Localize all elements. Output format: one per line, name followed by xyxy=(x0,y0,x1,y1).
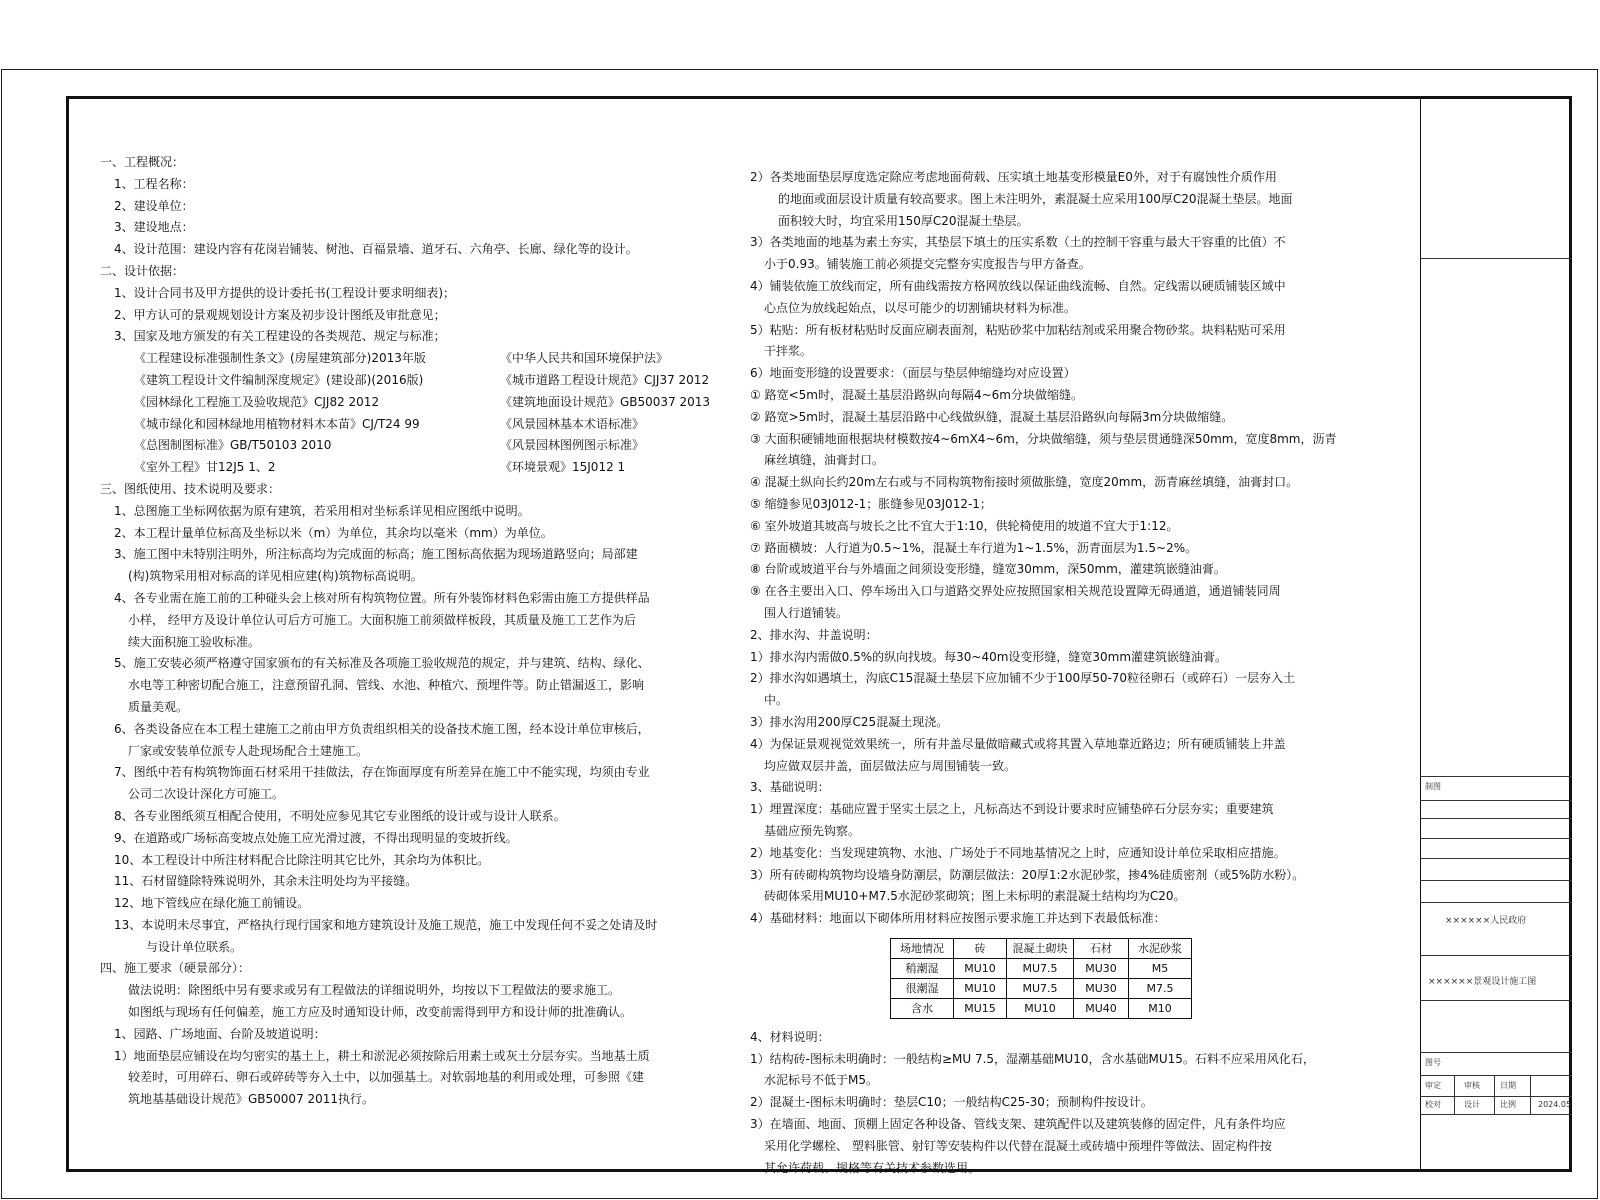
note-line: 4、材料说明： xyxy=(750,1029,830,1044)
notes-right-column xyxy=(750,167,1370,1179)
standard-item: 《建筑地面设计规范》GB50037 2013 xyxy=(500,394,711,409)
note-line: ⑥ 室外坡道其坡高与坡长之比不宜大于1:10，供轮椅使用的坡道不宜大于1:12。 xyxy=(750,518,1179,533)
note-line: 2、建设单位： xyxy=(114,198,194,213)
standard-item: 《风景园林图例图示标准》 xyxy=(500,438,645,453)
note-line: 公司二次设计深化方可施工。 xyxy=(128,787,285,802)
note-line: ⑨ 在各主要出入口、停车场出入口与道路交界处应按照国家相关规范设置障无碍通道，通道铺装同周 xyxy=(750,584,1281,599)
note-line: ① 路宽<5m时，混凝土基层沿路纵向每隔4~6m分块做缩缝。 xyxy=(750,387,1083,402)
note-line: 1）地面垫层应铺设在均匀密实的基土上，耕土和淤泥必须按除后用素土或灰土分层夯实。当地基土质 xyxy=(114,1048,650,1063)
note-line: 12、地下管线应在绿化施工前铺设。 xyxy=(114,896,310,911)
note-line: 的地面或面层设计质量有较高要求。图上未注明外，素混凝土应采用100厚C20混凝土垫层。地面 xyxy=(778,191,1293,206)
table-cell: M10 xyxy=(1129,998,1192,1018)
foundation-material-table xyxy=(890,938,1192,1019)
table-cell: MU10 xyxy=(954,978,1007,998)
title-block-divider xyxy=(1530,1075,1531,1114)
notes-left-column xyxy=(100,152,720,1111)
standard-row xyxy=(100,348,720,370)
title-block-field: 校对 xyxy=(1425,1100,1441,1109)
table-cell: 很潮湿 xyxy=(891,978,954,998)
note-line: 3）在墙面、地面、顶棚上固定各种设备、管线支架、建筑配件以及建筑装修的固定件，凡有条件均应 xyxy=(750,1117,1286,1132)
note-line: 3、基础说明： xyxy=(750,780,830,795)
title-block-project: ××××××景观设计施工图 xyxy=(1428,977,1537,987)
notes-left-section-a xyxy=(100,152,720,348)
table-cell: M5 xyxy=(1129,958,1192,978)
note-line: 2、本工程计量单位标高及坐标以米（m）为单位，其余均以毫米（mm）为单位。 xyxy=(114,525,553,540)
note-line: 中。 xyxy=(764,693,789,708)
note-line: ⑧ 台阶或坡道平台与外墙面之间须设变形缝，缝宽30mm，深50mm，灌建筑嵌缝油膏。 xyxy=(750,562,1226,577)
table-cell: MU10 xyxy=(954,958,1007,978)
note-line: 6）地面变形缝的设置要求：（面层与垫层伸缩缝均对应设置） xyxy=(750,366,1076,381)
note-line: 续大面积施工验收标准。 xyxy=(128,634,261,649)
note-line: 1、工程名称： xyxy=(114,176,194,191)
note-line: 3）所有砖砌构筑物均设墙身防潮层，防潮层做法：20厚1:2水泥砂浆，掺4%硅质密剂（或5%防水粉）。 xyxy=(750,867,1305,882)
standard-item: 《城市绿化和园林绿地用植物材料木本苗》CJ/T24 99 xyxy=(134,416,420,431)
table-header-cell: 水泥砂浆 xyxy=(1129,938,1192,958)
title-block-field: 日期 xyxy=(1500,1081,1516,1090)
title-block-field: 比例 xyxy=(1500,1100,1516,1109)
note-line: 3、施工图中未特别注明外，所注标高均为完成面的标高；施工图标高依据为现场道路竖向；局部建 xyxy=(114,547,638,562)
table-header-cell: 石材 xyxy=(1074,938,1129,958)
note-line: 4）铺装依施工放线而定，所有曲线需按方格网放线以保证曲线流畅、自然。定线需以硬质铺装区域中 xyxy=(750,278,1286,293)
note-line: 四、施工要求（硬景部分）： xyxy=(100,961,251,976)
title-block-client: ××××××人民政府 xyxy=(1445,916,1527,926)
note-line: 10、本工程设计中所注材料配合比除注明其它比外，其余均为体积比。 xyxy=(114,852,490,867)
title-block-divider xyxy=(1420,1000,1572,1001)
note-line: 均应做双层井盖，面层做法应与周围铺装一致。 xyxy=(764,758,1017,773)
table-cell: MU7.5 xyxy=(1007,958,1074,978)
note-line: 筑地基基础设计规范》GB50007 2011执行。 xyxy=(128,1092,375,1107)
note-line: 干拌浆。 xyxy=(764,344,813,359)
table-row xyxy=(891,978,1192,998)
table-cell: MU30 xyxy=(1074,978,1129,998)
title-block-field: 审定 xyxy=(1425,1081,1441,1090)
note-line: 1、设计合同书及甲方提供的设计委托书(工程设计要求明细表)； xyxy=(114,285,456,300)
standard-row xyxy=(100,392,720,414)
note-line: 基础应预先钩察。 xyxy=(764,823,861,838)
title-block-field: 制图 xyxy=(1425,782,1441,791)
standard-row xyxy=(100,457,720,479)
table-cell: 稍潮湿 xyxy=(891,958,954,978)
note-line: 4、各专业需在施工前的工种碰头会上核对所有构筑物位置。所有外装饰材料色彩需由施工方提供样品 xyxy=(114,590,650,605)
title-block-divider xyxy=(1420,858,1572,859)
note-line: 三、图纸使用、技术说明及要求： xyxy=(100,481,281,496)
title-block-divider xyxy=(1420,776,1572,777)
note-line: 2）地基变化：当发现建筑物、水池、广场处于不同地基情况之上时，应通知设计单位采取相应措施。 xyxy=(750,845,1286,860)
note-line: 做法说明：除图纸中另有要求或另有工程做法的详细说明外，均按以下工程做法的要求施工。 xyxy=(128,983,621,998)
note-line: 采用化学螺栓、 塑料胀管、射钉等安装构件以代替在混凝土或砖墙中预埋件等做法、固定构件按 xyxy=(764,1138,1272,1153)
note-line: 其允许荷载、规格等有关技术参数选用。 xyxy=(764,1160,981,1175)
note-line: 1）埋置深度：基础应置于坚实土层之上，凡标高达不到设计要求时应铺垫碎石分层夯实；重要建筑 xyxy=(750,802,1274,817)
note-line: 2、排水沟、井盖说明： xyxy=(750,627,878,642)
note-line: 1）结构砖-图标未明确时：一般结构≥MU 7.5，湿潮基础MU10，含水基础MU15。石料不应采用风化石， xyxy=(750,1051,1315,1066)
table-row xyxy=(891,958,1192,978)
note-line: 麻丝填缝，油膏封口。 xyxy=(764,453,885,468)
notes-right-section-b xyxy=(750,1027,1370,1180)
standard-item: 《建筑工程设计文件编制深度规定》(建设部)(2016版) xyxy=(134,372,424,387)
standard-item: 《工程建设标准强制性条文》(房屋建筑部分)2013年版 xyxy=(134,351,426,366)
standard-row xyxy=(100,435,720,457)
note-line: 7、图纸中若有构筑物饰面石材采用干挂做法，存在饰面厚度有所差异在施工中不能实现，均须由专业 xyxy=(114,765,650,780)
table-row xyxy=(891,998,1192,1018)
note-line: 3、国家及地方颁发的有关工程建设的各类规范、规定与标准； xyxy=(114,329,446,344)
table-cell: M7.5 xyxy=(1129,978,1192,998)
note-line: 2）各类地面垫层厚度选定除应考虑地面荷载、压实填土地基变形模量E0外，对于有腐蚀性介质作用 xyxy=(750,170,1277,184)
title-block-date: 2024.05 xyxy=(1538,1100,1572,1109)
note-line: 面积较大时，均宜采用150厚C20混凝土垫层。 xyxy=(778,213,1029,228)
note-line: 一、工程概况： xyxy=(100,155,185,169)
title-block-divider xyxy=(1420,258,1572,259)
title-block-divider xyxy=(1420,1096,1572,1097)
title-block-field: 设计 xyxy=(1464,1100,1480,1109)
standard-row xyxy=(100,370,720,392)
table-cell: MU7.5 xyxy=(1007,978,1074,998)
standard-item: 《园林绿化工程施工及验收规范》CJJ82 2012 xyxy=(134,394,380,409)
note-line: 1、总图施工坐标网依据为原有建筑，若采用相对坐标系详见相应图纸中说明。 xyxy=(114,503,530,518)
note-line: 3、建设地点： xyxy=(114,220,194,235)
title-block-divider xyxy=(1420,800,1572,801)
note-line: ③ 大面积硬铺地面根据块材模数按4~6mX4~6m，分块做缩缝，须与垫层贯通缝深50mm，宽度8mm，沥青 xyxy=(750,431,1337,446)
note-line: 2）混凝土-图标未明确时：垫层C10；一般结构C25-30；预制构件按设计。 xyxy=(750,1095,1153,1110)
table-header-cell: 场地情况 xyxy=(891,938,954,958)
table-cell: MU30 xyxy=(1074,958,1129,978)
title-block-divider xyxy=(1420,1052,1572,1053)
note-line: 较差时，可用碎石、卵石或碎砖等夯入土中，以加强基土。对软弱地基的利用或处理，可参照《建 xyxy=(128,1070,645,1085)
title-block-divider xyxy=(1494,1075,1495,1114)
notes-right-section-a xyxy=(750,167,1370,930)
title-block-divider xyxy=(1420,902,1572,903)
note-line: 如图纸与现场有任何偏差，施工方应及时通知设计师，改变前需得到甲方和设计师的批准确认。 xyxy=(128,1005,633,1020)
standard-item: 《室外工程》甘12J5 1、2 xyxy=(134,460,276,475)
note-line: 质量美观。 xyxy=(128,699,189,714)
note-line: 5）粘贴：所有板材粘贴时反面应刷表面剂，粘贴砂浆中加粘结剂或采用聚合物砂浆。块料粘贴可采用 xyxy=(750,322,1286,337)
note-line: 厂家或安装单位派专人赴现场配合土建施工。 xyxy=(128,743,369,758)
standard-item: 《城市道路工程设计规范》CJJ37 2012 xyxy=(500,372,710,387)
title-block-divider xyxy=(1420,838,1572,839)
table-cell: 含水 xyxy=(891,998,954,1018)
standards-list xyxy=(100,348,720,479)
note-line: 9、在道路或广场标高变坡点处施工应光滑过渡，不得出现明显的变坡折线。 xyxy=(114,830,518,845)
note-line: 与设计单位联系。 xyxy=(146,939,243,954)
title-block-divider xyxy=(1454,1075,1455,1114)
standard-item: 《总图制图标准》GB/T50103 2010 xyxy=(134,438,332,453)
note-line: 水电等工种密切配合施工，注意预留孔洞、管线、水池、种植穴、预埋件等。防止错漏返工，影响 xyxy=(128,678,645,693)
note-line: 5、施工安装必须严格遵守国家颁布的有关标准及各项施工验收规范的规定，并与建筑、结构、绿化、 xyxy=(114,656,650,671)
note-line: 1）排水沟内需做0.5%的纵向找坡。每30~40m设变形缝，缝宽30mm灌建筑嵌缝油膏。 xyxy=(750,649,1228,664)
standard-row xyxy=(100,414,720,436)
standard-item: 《环境景观》15J012 1 xyxy=(500,460,626,475)
note-line: 心点位为放线起始点，以尽可能少的切割铺块材料为标准。 xyxy=(764,300,1077,315)
title-block-divider xyxy=(1420,818,1572,819)
note-line: 8、各专业图纸须互相配合使用，不明处应参见其它专业图纸的设计或与设计人联系。 xyxy=(114,808,566,823)
note-line: 1、园路、广场地面、台阶及坡道说明： xyxy=(114,1026,326,1041)
note-line: ⑦ 路面横坡：人行道为0.5~1%，混凝土车行道为1~1.5%，沥青面层为1.5~2%。 xyxy=(750,540,1198,555)
table-cell: MU10 xyxy=(1007,998,1074,1018)
table-header-cell: 砖 xyxy=(954,938,1007,958)
note-line: 6、各类设备应在本工程土建施工之前由甲方负责组织相关的设备技术施工图，经本设计单位审核后， xyxy=(114,721,650,736)
note-line: 2）排水沟如遇填土，沟底C15混凝土垫层下应加铺不少于100厚50-70粒径卵石（或碎石）一层夯入土 xyxy=(750,671,1296,686)
title-block-field: 图号 xyxy=(1425,1058,1441,1067)
title-block-divider xyxy=(1420,1114,1572,1115)
note-line: ④ 混凝土纵向长约20m左右或与不同构筑物衔接时须做胀缝，宽度20mm，沥青麻丝填缝，油膏封口。 xyxy=(750,475,1299,490)
title-block-divider xyxy=(1420,880,1572,881)
note-line: 小样， 经甲方及设计单位认可后方可施工。大面积施工前须做样板段，其质量及施工工艺作为后 xyxy=(128,612,636,627)
note-line: 3）各类地面的地基为素土夯实，其垫层下填土的压实系数（土的控制干容重与最大干容重的比值）不 xyxy=(750,235,1286,250)
note-line: 围人行道铺装。 xyxy=(764,605,849,620)
title-block-divider xyxy=(1420,955,1572,956)
note-line: ⑤ 缩缝参见03J012-1；胀缝参见03J012-1； xyxy=(750,496,992,511)
note-line: 小于0.93。铺装施工前必须提交完整夯实度报告与甲方备查。 xyxy=(764,257,1091,272)
table-header-row xyxy=(891,938,1192,958)
note-line: 4）基础材料：地面以下砌体所用材料应按图示要求施工并达到下表最低标准： xyxy=(750,911,1166,926)
note-line: 水泥标号不低于M5。 xyxy=(764,1073,878,1088)
note-line: 4、设计范围：建设内容有花岗岩铺装、树池、百福景墙、道牙石、六角亭、长廊、绿化等的设计。 xyxy=(114,242,638,257)
standard-item: 《风景园林基本术语标准》 xyxy=(500,416,645,431)
note-line: 4）为保证景观视觉效果统一，所有井盖尽量做暗藏式或将其置入草地靠近路边；所有硬质铺装上井盖 xyxy=(750,736,1286,751)
table-header-cell: 混凝土砌块 xyxy=(1007,938,1074,958)
note-line: 11、石材留缝除特殊说明外，其余未注明处均为平接缝。 xyxy=(114,874,418,889)
note-line: 3）排水沟用200厚C25混凝土现浇。 xyxy=(750,714,949,729)
standard-item: 《中华人民共和国环境保护法》 xyxy=(500,351,669,366)
note-line: 二、设计依据： xyxy=(100,263,185,278)
title-block-divider xyxy=(1420,1075,1572,1076)
note-line: 砖砌体采用MU10+M7.5水泥砂浆砌筑；图上未标明的素混凝土结构均为C20。 xyxy=(764,889,1186,904)
note-line: 13、本说明未尽事宜，严格执行现行国家和地方建筑设计及施工规范，施工中发现任何不妥之处请及时 xyxy=(114,917,658,932)
note-line: (构)筑物采用相对标高的详见相应建(构)筑物标高说明。 xyxy=(128,569,423,584)
table-cell: MU40 xyxy=(1074,998,1129,1018)
table-cell: MU15 xyxy=(954,998,1007,1018)
title-block-field: 审核 xyxy=(1464,1081,1480,1090)
note-line: 2、甲方认可的景观规划设计方案及初步设计图纸及审批意见； xyxy=(114,307,446,322)
notes-left-section-b xyxy=(100,479,720,1111)
note-line: ② 路宽>5m时，混凝土基层沿路中心线做纵缝，混凝土基层沿路纵向每隔3m分块做缩缝。 xyxy=(750,409,1234,424)
